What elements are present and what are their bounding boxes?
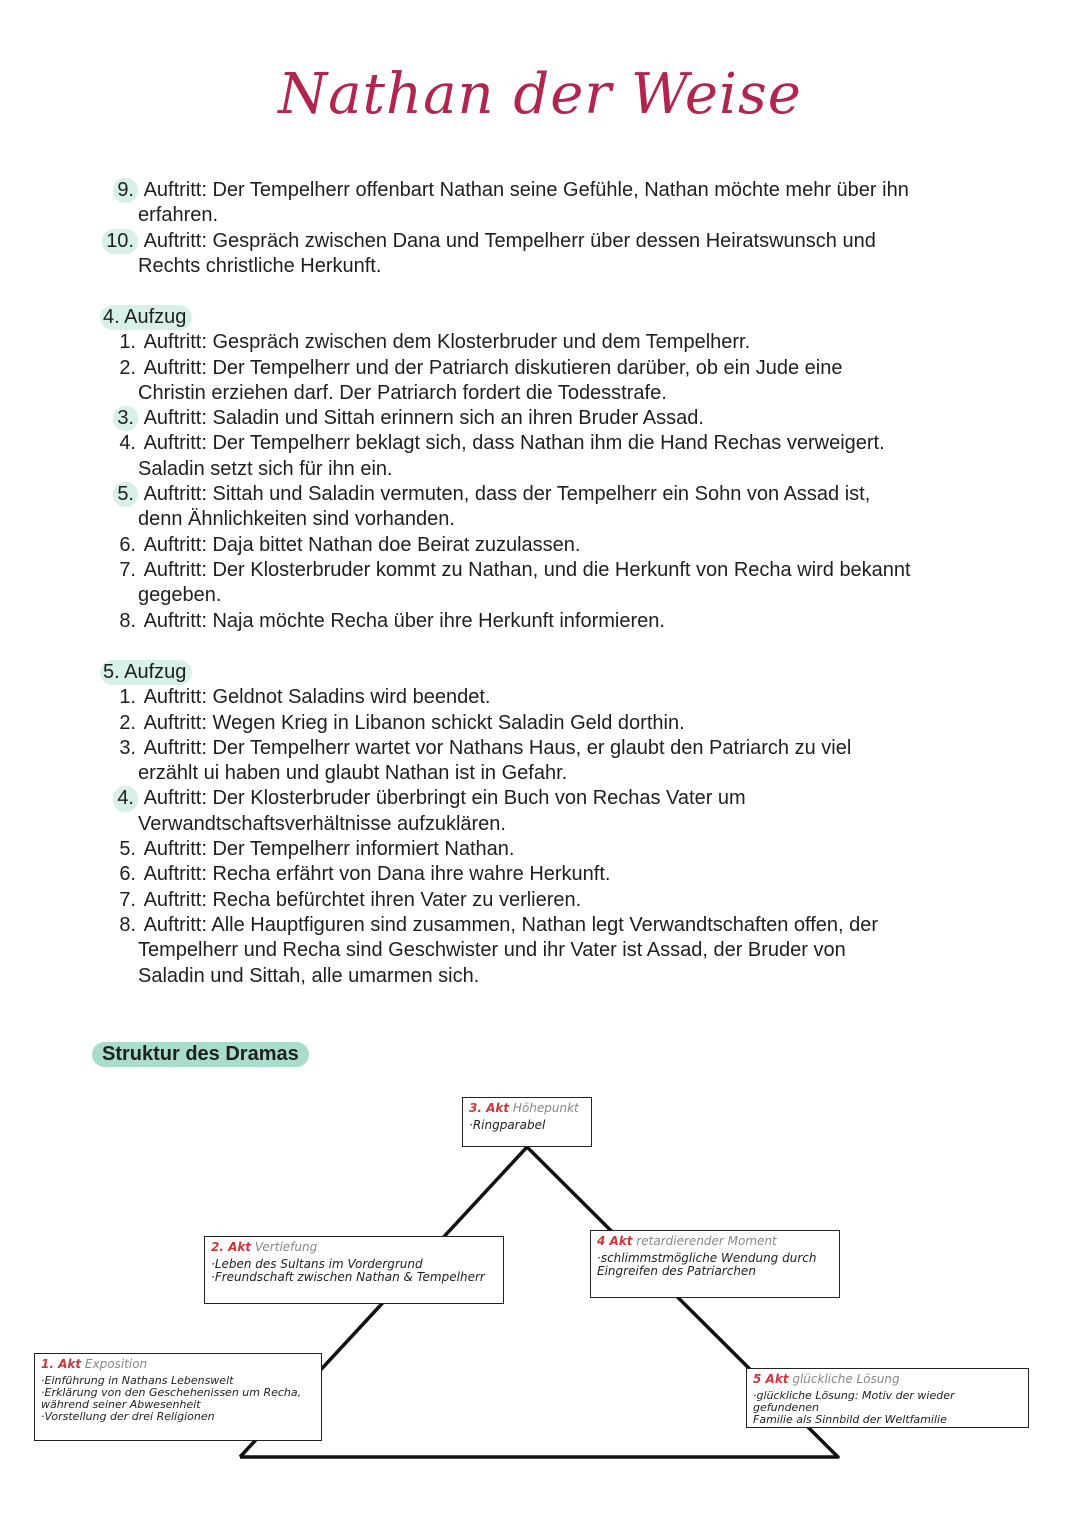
item-text: Saladin und Sittah erinnern sich an ihren Bruder Assad. bbox=[212, 407, 704, 430]
item-label: Auftritt: bbox=[143, 686, 207, 709]
item-label: Auftritt: bbox=[143, 863, 207, 886]
item-text-cont: denn Ähnlichkeiten sind vorhanden. bbox=[138, 508, 455, 531]
page-title: Nathan der Weise bbox=[278, 62, 802, 127]
item-label: Auftritt: bbox=[143, 609, 207, 632]
akt4-line: ·schlimmstmögliche Wendung durch bbox=[597, 1251, 817, 1265]
akt5-line: ·glückliche Lösung: Motiv der wieder gefundenen bbox=[753, 1389, 955, 1414]
item-text-cont: Saladin setzt sich für ihn ein. bbox=[138, 457, 393, 480]
akt4-sub: retardierender Moment bbox=[636, 1234, 777, 1248]
item-text: Der Tempelherr und der Patriarch diskutieren darüber, ob ein Jude eine bbox=[212, 356, 843, 379]
item-text: Gespräch zwischen Dana und Tempelherr über dessen Heiratswunsch und bbox=[212, 229, 876, 252]
item-text: Der Tempelherr wartet vor Nathans Haus, er glaubt den Patriarch zu viel bbox=[212, 736, 852, 759]
akt1-box bbox=[34, 1353, 322, 1441]
item-label: Auftritt: bbox=[143, 711, 207, 734]
item-number: 4. bbox=[119, 432, 136, 455]
item-text: Sittah und Saladin vermuten, dass der Tempelherr ein Sohn von Assad ist, bbox=[212, 483, 871, 506]
act5-heading: 5. Aufzug bbox=[100, 660, 192, 685]
item-number: 5. bbox=[119, 838, 136, 861]
item-text: Der Klosterbruder kommt zu Nathan, und die Herkunft von Recha wird bekannt bbox=[212, 558, 911, 581]
item-label: Auftritt: bbox=[143, 533, 207, 556]
akt2-line: ·Freundschaft zwischen Nathan & Tempelherr bbox=[211, 1270, 485, 1284]
item-number: 2. bbox=[119, 356, 136, 379]
item-text-cont: gegeben. bbox=[138, 584, 222, 607]
akt5-box bbox=[746, 1368, 1029, 1428]
item-text: Naja möchte Recha über ihre Herkunft informieren. bbox=[212, 609, 665, 632]
akt5-label: 5 Akt bbox=[753, 1372, 789, 1386]
item-number: 7. bbox=[119, 888, 136, 911]
item-text: Wegen Krieg in Libanon schickt Saladin Geld dorthin. bbox=[212, 711, 685, 734]
item-number: 10. bbox=[102, 229, 138, 254]
akt1-sub: Exposition bbox=[84, 1357, 148, 1371]
item-text-cont: Saladin und Sittah, alle umarmen sich. bbox=[138, 964, 480, 987]
item-text: Der Tempelherr offenbart Nathan seine Gefühle, Nathan möchte mehr über ihn bbox=[212, 179, 909, 201]
item-text: Recha befürchtet ihren Vater zu verlieren. bbox=[212, 888, 582, 911]
item-text: Geldnot Saladins wird beendet. bbox=[212, 686, 491, 709]
item-text-cont: Tempelherr und Recha sind Geschwister und ihr Vater ist Assad, der Bruder von bbox=[138, 939, 846, 962]
item-number: 2. bbox=[119, 711, 136, 734]
akt1-label: 1. Akt bbox=[41, 1357, 82, 1371]
item-label: Auftritt: bbox=[143, 407, 207, 430]
item-text: Recha erfährt von Dana ihre wahre Herkunft. bbox=[212, 863, 611, 886]
akt4-box bbox=[590, 1230, 840, 1298]
item-number: 3. bbox=[119, 736, 136, 759]
item-number: 5. bbox=[113, 482, 138, 507]
item-number: 8. bbox=[119, 609, 136, 632]
item-number: 6. bbox=[119, 863, 136, 886]
item-label: Auftritt: bbox=[143, 331, 207, 354]
item-label: Auftritt: bbox=[143, 787, 207, 810]
item-label: Auftritt: bbox=[143, 913, 207, 936]
item-number: 1. bbox=[119, 686, 136, 709]
item-text: Der Klosterbruder überbringt ein Buch von Rechas Vater um bbox=[212, 787, 746, 810]
item-text-cont: Verwandtschaftsverhältnisse aufzuklären. bbox=[138, 812, 506, 835]
akt1-line: während seiner Abwesenheit bbox=[41, 1398, 201, 1411]
akt4-line: Eingreifen des Patriarchen bbox=[597, 1264, 756, 1278]
item-label: Auftritt: bbox=[143, 888, 207, 911]
akt2-sub: Vertiefung bbox=[254, 1240, 318, 1254]
akt4-label: 4 Akt bbox=[597, 1234, 633, 1248]
akt3-line: ·Ringparabel bbox=[469, 1118, 546, 1132]
akt1-line: ·Erklärung von den Geschehenissen um Recha, bbox=[41, 1386, 302, 1399]
akt3-label: 3. Akt bbox=[469, 1101, 510, 1115]
akt3-box bbox=[462, 1097, 592, 1147]
item-number: 1. bbox=[119, 331, 136, 354]
akt2-box bbox=[204, 1236, 504, 1304]
akt1-line: ·Vorstellung der drei Religionen bbox=[41, 1410, 215, 1423]
item-number: 6. bbox=[119, 533, 136, 556]
item-number: 9. bbox=[113, 178, 138, 203]
item-text: Der Tempelherr beklagt sich, dass Nathan ihm die Hand Rechas verweigert. bbox=[212, 432, 885, 455]
item-text-cont: erfahren. bbox=[138, 204, 219, 227]
item-label: Auftritt: bbox=[143, 558, 207, 581]
item-number: 7. bbox=[119, 558, 136, 581]
item-label: Auftritt: bbox=[143, 483, 207, 506]
structure-heading: Struktur des Dramas bbox=[92, 1042, 309, 1067]
item-text-cont: erzählt ui haben und glaubt Nathan ist in Gefahr. bbox=[138, 762, 568, 785]
item-number: 8. bbox=[119, 913, 136, 936]
item-text: Gespräch zwischen dem Klosterbruder und dem Tempelherr. bbox=[212, 331, 751, 354]
akt5-line: Familie als Sinnbild der Weltfamilie bbox=[753, 1413, 947, 1426]
akt2-line: ·Leben des Sultans im Vordergrund bbox=[211, 1257, 423, 1271]
item-text: Der Tempelherr informiert Nathan. bbox=[212, 838, 515, 861]
item-number: 3. bbox=[113, 406, 138, 431]
akt1-line: ·Einführung in Nathans Lebenswelt bbox=[41, 1374, 234, 1387]
item-label: Auftritt: bbox=[143, 838, 207, 861]
act4-heading: 4. Aufzug bbox=[100, 305, 192, 330]
akt5-sub: glückliche Lösung bbox=[792, 1372, 900, 1386]
item-number: 4. bbox=[113, 786, 138, 811]
item-text: Alle Hauptfiguren sind zusammen, Nathan legt Verwandtschaften offen, der bbox=[211, 913, 879, 936]
item-text-cont: Christin erziehen darf. Der Patriarch fordert die Todesstrafe. bbox=[138, 381, 667, 404]
item-label: Auftritt: bbox=[143, 356, 207, 379]
item-text: Daja bittet Nathan doe Beirat zuzulassen. bbox=[212, 533, 581, 556]
item-label: Auftritt: bbox=[143, 229, 207, 252]
item-text-cont: Rechts christliche Herkunft. bbox=[138, 254, 382, 277]
item-label: Auftritt: bbox=[143, 432, 207, 455]
akt2-label: 2. Akt bbox=[211, 1240, 252, 1254]
item-label: Auftritt: bbox=[143, 179, 207, 201]
item-label: Auftritt: bbox=[143, 736, 207, 759]
akt3-sub: Höhepunkt bbox=[512, 1101, 579, 1115]
